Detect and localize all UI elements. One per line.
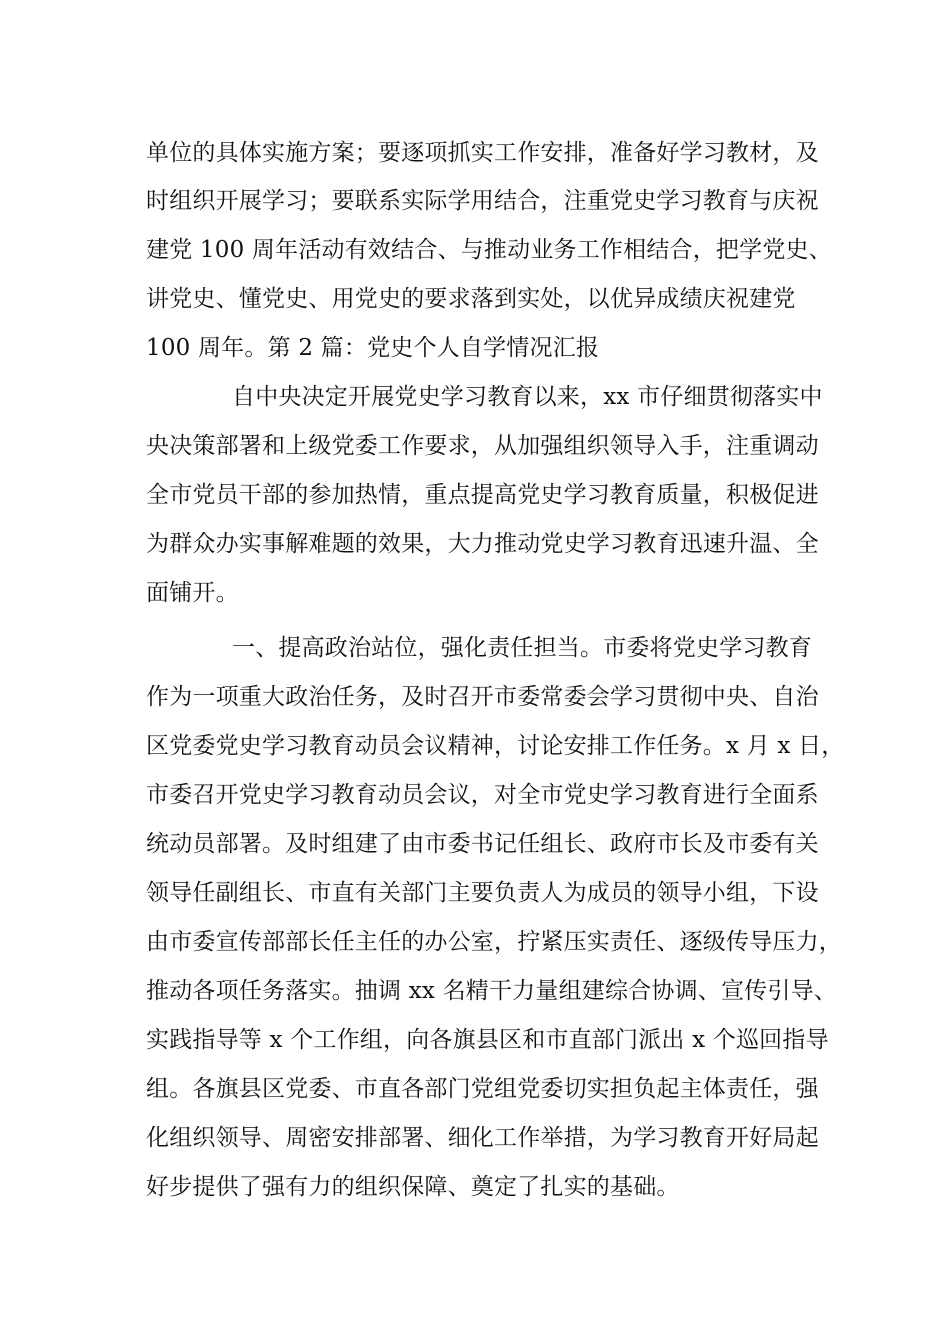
text-line: 全市党员干部的参加热情，重点提高党史学习教育质量，积极促进 — [146, 482, 819, 508]
text-line: 央决策部署和上级党委工作要求，从加强组织领导入手，注重调动 — [146, 433, 819, 459]
text-line: 作为一项重大政治任务，及时召开市委常委会学习贯彻中央、自治 — [146, 684, 819, 710]
text-line: 实践指导等 x 个工作组，向各旗县区和市直部门派出 x 个巡回指导 — [146, 1027, 829, 1053]
text-line: 100 周年。第 2 篇：党史个人自学情况汇报 — [146, 335, 600, 361]
text-line: 由市委宣传部部长任主任的办公室，拧紧压实责任、逐级传导压力， — [146, 929, 842, 955]
text-line: 时组织开展学习；要联系实际学用结合，注重党史学习教育与庆祝 — [146, 188, 819, 214]
text-line: 推动各项任务落实。抽调 xx 名精干力量组建综合协调、宣传引导、 — [146, 978, 837, 1004]
text-line: 区党委党史学习教育动员会议精神，讨论安排工作任务。x 月 x 日， — [146, 733, 845, 759]
text-line: 领导任副组长、市直有关部门主要负责人为成员的领导小组，下设 — [146, 880, 819, 906]
paragraph-start-line: 一、提高政治站位，强化责任担当。市委将党史学习教育 — [232, 635, 812, 661]
text-line: 好步提供了强有力的组织保障、奠定了扎实的基础。 — [146, 1174, 680, 1200]
text-line: 化组织领导、周密安排部署、细化工作举措，为学习教育开好局起 — [146, 1125, 819, 1151]
text-line: 面铺开。 — [146, 580, 239, 606]
text-line: 组。各旗县区党委、市直各部门党组党委切实担负起主体责任，强 — [146, 1076, 819, 1102]
text-line: 统动员部署。及时组建了由市委书记任组长、政府市长及市委有关 — [146, 831, 819, 857]
paragraph-start-line: 自中央决定开展党史学习教育以来，xx 市仔细贯彻落实中 — [232, 384, 823, 410]
text-line: 市委召开党史学习教育动员会议，对全市党史学习教育进行全面系 — [146, 782, 819, 808]
text-line: 讲党史、懂党史、用党史的要求落到实处，以优异成绩庆祝建党 — [146, 286, 796, 312]
text-line: 为群众办实事解难题的效果，大力推动党史学习教育迅速升温、全 — [146, 531, 819, 557]
text-line: 建党 100 周年活动有效结合、与推动业务工作相结合，把学党史、 — [146, 237, 832, 263]
text-line: 单位的具体实施方案；要逐项抓实工作安排，准备好学习教材，及 — [146, 140, 819, 166]
